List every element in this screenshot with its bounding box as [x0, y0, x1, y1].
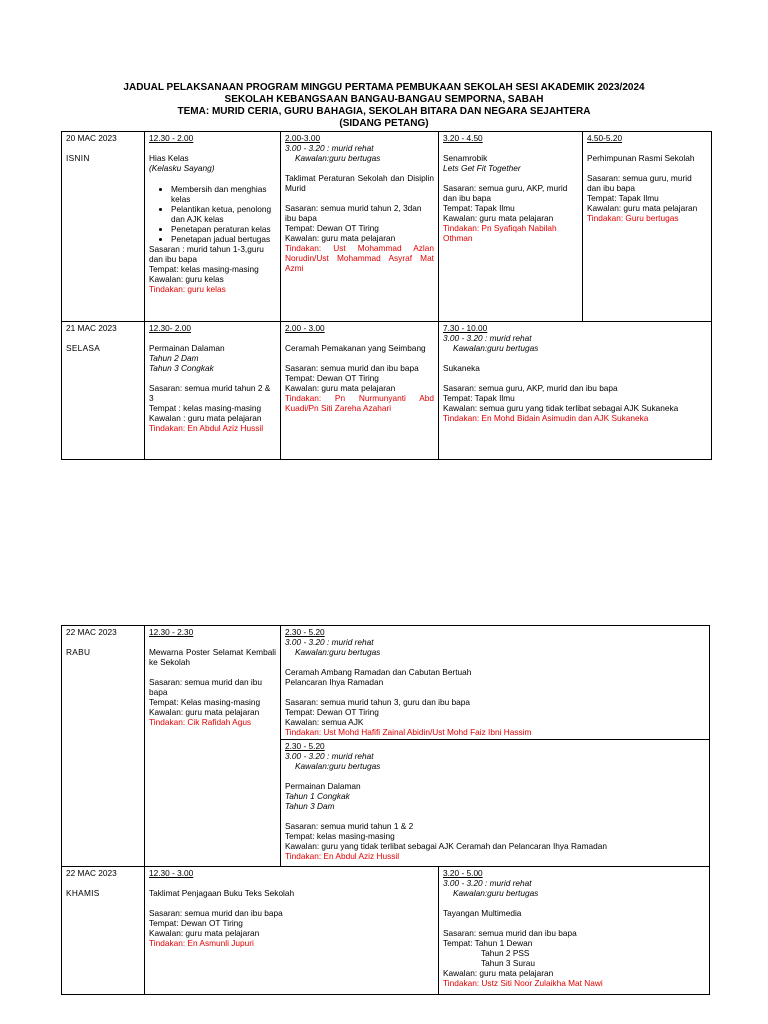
- tempat: Tempat: Dewan OT Tiring: [149, 918, 243, 928]
- slot-time: 2.00 - 3.00: [285, 323, 325, 333]
- slot-isnin-4: [583, 132, 712, 322]
- activity-title: Senamrobik: [443, 153, 488, 163]
- day: ISNIN: [66, 153, 90, 163]
- sasaran: Sasaran: semua guru, murid dan ibu bapa: [587, 173, 692, 193]
- tindakan: Tindakan: Ustz Siti Noor Zulaikha Mat Nawi: [443, 978, 603, 988]
- slot-time: 2.30 - 5.20: [285, 741, 325, 751]
- row-khamis: [62, 867, 710, 995]
- tempat: Tempat: Tahun 1 Dewan: [443, 938, 533, 948]
- title-line-2: SEKOLAH KEBANGSAAN BANGAU-BANGAU SEMPORNA, SABAH: [224, 94, 544, 105]
- bullet-item: • Penetapan jadual bertugas: [171, 234, 276, 244]
- activity-subtitle: Lets Get Fit Together: [443, 163, 521, 173]
- activity-sub-1: Tahun 1 Congkak: [285, 791, 350, 801]
- date-cell-isnin: [62, 132, 145, 322]
- day: SELASA: [66, 343, 101, 353]
- kawalan: Kawalan : guru mata pelajaran: [149, 413, 262, 423]
- tindakan: Tindakan: En Mohd Bidain Asimudin dan AJK Sukaneka: [443, 413, 649, 423]
- tempat: Tempat: Dewan OT Tiring: [285, 707, 379, 717]
- slot-divider: [281, 739, 709, 740]
- tempat: Tempat: Tapak Ilmu: [443, 203, 515, 213]
- slot-time: 7.30 - 10.00: [443, 323, 488, 333]
- date-cell-rabu: [62, 626, 145, 867]
- tindakan: Tindakan: En Abdul Aziz Hussil: [285, 851, 400, 861]
- kawalan: Kawalan: semua guru yang tidak terlibat sebagai AJK Sukaneka: [443, 403, 679, 413]
- rehat-time: 3.00 - 3.20 : murid rehat: [443, 333, 532, 343]
- tindakan: Tindakan: Pn Syafiqah Nabilah Othman: [443, 223, 557, 243]
- slot-time: 12.30 - 2.00: [149, 133, 194, 143]
- rehat-kawalan: Kawalan:guru bertugas: [295, 761, 381, 771]
- kawalan: Kawalan: guru mata pelajaran: [149, 928, 260, 938]
- row-selasa: [62, 322, 712, 460]
- slot-time: 4.50-5.20: [587, 133, 623, 143]
- sasaran: Sasaran: semua guru, AKP, murid dan ibu bapa: [443, 383, 618, 393]
- document-title: [0, 82, 768, 130]
- slot-time: 3.20 - 4.50: [443, 133, 483, 143]
- row-isnin: [62, 132, 712, 322]
- sasaran: Sasaran : murid tahun 1-3,guru dan ibu bapa: [149, 244, 264, 264]
- kawalan: Kawalan: guru mata pelajaran: [443, 968, 554, 978]
- sasaran: Sasaran: semua murid dan ibu bapa: [285, 363, 419, 373]
- date: 21 MAC 2023: [66, 323, 117, 333]
- date-cell-khamis: [62, 867, 145, 995]
- row-rabu: [62, 626, 710, 867]
- date-cell-selasa: [62, 322, 145, 460]
- tempat: Tempat: kelas masing-masing: [285, 831, 395, 841]
- slot-selasa-2: [281, 322, 439, 460]
- slot-khamis-2: [439, 867, 710, 995]
- slot-rabu-1: [145, 626, 281, 867]
- sasaran: Sasaran: semua murid tahun 3, guru dan ibu bapa: [285, 697, 470, 707]
- schedule-table-1: [61, 131, 712, 460]
- date: 20 MAC 2023: [66, 133, 117, 143]
- tindakan: Tindakan: Guru bertugas: [587, 213, 679, 223]
- activity-title: Perhimpunan Rasmi Sekolah: [587, 153, 695, 163]
- kawalan: Kawalan: guru kelas: [149, 274, 224, 284]
- slot-isnin-2: [281, 132, 439, 322]
- activity-title: Permainan Dalaman: [285, 781, 361, 791]
- tindakan: Tindakan: Pn Nurmunyanti Abd Kuadi/Pn Siti Zareha Azahari: [285, 393, 434, 413]
- tempat-3: Tahun 3 Surau: [481, 958, 535, 968]
- rehat-time: 3.00 - 3.20 : murid rehat: [285, 751, 374, 761]
- day: RABU: [66, 647, 91, 657]
- sasaran: Sasaran: semua murid tahun 2 & 3: [149, 383, 271, 403]
- kawalan: Kawalan: guru mata pelajaran: [443, 213, 554, 223]
- rehat-time: 3.00 - 3.20 : murid rehat: [285, 143, 374, 153]
- sasaran: Sasaran: semua murid tahun 2, 3dan ibu bapa: [285, 203, 422, 223]
- activity-title: Ceramah Pemakanan yang Seimbang: [285, 343, 426, 353]
- kawalan: Kawalan: semua AJK: [285, 717, 364, 727]
- tempat: Tempat: Kelas masing-masing: [149, 697, 261, 707]
- kawalan: Kawalan: guru mata pelajaran: [285, 383, 396, 393]
- slot-khamis-1: [145, 867, 439, 995]
- slot-time: 2.00-3.00: [285, 133, 321, 143]
- kawalan: Kawalan: guru mata pelajaran: [149, 707, 260, 717]
- slot-time: 12.30 - 3.00: [149, 868, 194, 878]
- tindakan: Tindakan: Cik Rafidah Agus: [149, 717, 252, 727]
- activity-sub-2: Tahun 3 Congkak: [149, 363, 214, 373]
- slot-time: 12.30- 2.00: [149, 323, 191, 333]
- sasaran: Sasaran: semua murid tahun 1 & 2: [285, 821, 414, 831]
- tindakan: Tindakan: Ust Mohammad Azlan Norudin/Ust Mohammad Asyraf Mat Azmi: [285, 243, 434, 273]
- date: 22 MAC 2023: [66, 868, 117, 878]
- bullet-item: • Penetapan peraturan kelas: [171, 224, 276, 234]
- activity-title-2: Pelancaran Ihya Ramadan: [285, 677, 384, 687]
- date: 22 MAC 2023: [66, 627, 117, 637]
- tempat: Tempat: Tapak Ilmu: [443, 393, 515, 403]
- title-line-3: TEMA: MURID CERIA, GURU BAHAGIA, SEKOLAH BITARA DAN NEGARA SEJAHTERA: [177, 106, 591, 117]
- slot-isnin-3: [439, 132, 583, 322]
- bullet-item: • Pelantikan ketua, penolong dan AJK kelas: [171, 204, 276, 224]
- title-line-4: (SIDANG PETANG): [339, 118, 429, 129]
- tempat: Tempat: Tapak Ilmu: [587, 193, 659, 203]
- kawalan: Kawalan: guru mata pelajaran: [285, 233, 396, 243]
- slot-time: 12.30 - 2.30: [149, 627, 194, 637]
- activity-title: Tayangan Multimedia: [443, 908, 522, 918]
- tindakan: Tindakan: En Asmunli Jupuri: [149, 938, 254, 948]
- slot-selasa-1: [145, 322, 281, 460]
- activity-title: Sukaneka: [443, 363, 480, 373]
- tempat: Tempat: Dewan OT Tiring: [285, 223, 379, 233]
- schedule-table-2: [61, 625, 710, 995]
- rehat-time: 3.00 - 3.20 : murid rehat: [443, 878, 532, 888]
- activity-title: Ceramah Ambang Ramadan dan Cabutan Bertuah: [285, 667, 472, 677]
- tempat: Tempat : kelas masing-masing: [149, 403, 262, 413]
- rehat-kawalan: Kawalan:guru bertugas: [453, 888, 539, 898]
- rehat-kawalan: Kawalan:guru bertugas: [453, 343, 539, 353]
- sasaran: Sasaran: semua guru, AKP, murid dan ibu bapa: [443, 183, 568, 203]
- sasaran: Sasaran: semua murid dan ibu bapa: [149, 677, 262, 697]
- activity-bullets: [149, 184, 276, 244]
- rehat-kawalan: Kawalan:guru bertugas: [295, 153, 381, 163]
- tindakan: Tindakan: guru kelas: [149, 284, 226, 294]
- sasaran: Sasaran: semua murid dan ibu bapa: [149, 908, 283, 918]
- slot-selasa-3: [439, 322, 712, 460]
- rehat-time: 3.00 - 3.20 : murid rehat: [285, 637, 374, 647]
- slot-isnin-1: [145, 132, 281, 322]
- activity-title: Taklimat Peraturan Sekolah dan Disiplin Murid: [285, 173, 434, 193]
- day: KHAMIS: [66, 888, 100, 898]
- slot-rabu-2: [281, 626, 710, 867]
- title-line-1: JADUAL PELAKSANAAN PROGRAM MINGGU PERTAMA PEMBUKAAN SEKOLAH SESI AKADEMIK 2023/2024: [123, 82, 645, 93]
- slot-time: 3.20 - 5.00: [443, 868, 483, 878]
- bullet-item: • Membersih dan menghias kelas: [171, 184, 276, 204]
- activity-title: Permainan Dalaman: [149, 343, 225, 353]
- activity-subtitle: (Kelasku Sayang): [149, 163, 215, 173]
- activity-title: Taklimat Penjagaan Buku Teks Sekolah: [149, 888, 295, 898]
- kawalan: Kawalan: guru mata pelajaran: [587, 203, 698, 213]
- tempat: Tempat: Dewan OT Tiring: [285, 373, 379, 383]
- kawalan: Kawalan: guru yang tidak terlibat sebagai AJK Ceramah dan Pelancaran Ihya Ramadan: [285, 841, 607, 851]
- sasaran: Sasaran: semua murid dan ibu bapa: [443, 928, 577, 938]
- activity-sub-2: Tahun 3 Dam: [285, 801, 335, 811]
- tindakan: Tindakan: Ust Mohd Hafifi Zainal Abidin/Ust Mohd Faiz Ibni Hassim: [285, 727, 532, 737]
- rehat-kawalan: Kawalan:guru bertugas: [295, 647, 381, 657]
- tempat-2: Tahun 2 PSS: [481, 948, 530, 958]
- activity-sub-1: Tahun 2 Dam: [149, 353, 199, 363]
- activity-title: Hias Kelas: [149, 153, 189, 163]
- slot-time: 2.30 - 5.20: [285, 627, 325, 637]
- activity-title: Mewarna Poster Selamat Kembali ke Sekolah: [149, 647, 276, 667]
- tempat: Tempat: kelas masing-masing: [149, 264, 259, 274]
- tindakan: Tindakan: En Abdul Aziz Hussil: [149, 423, 264, 433]
